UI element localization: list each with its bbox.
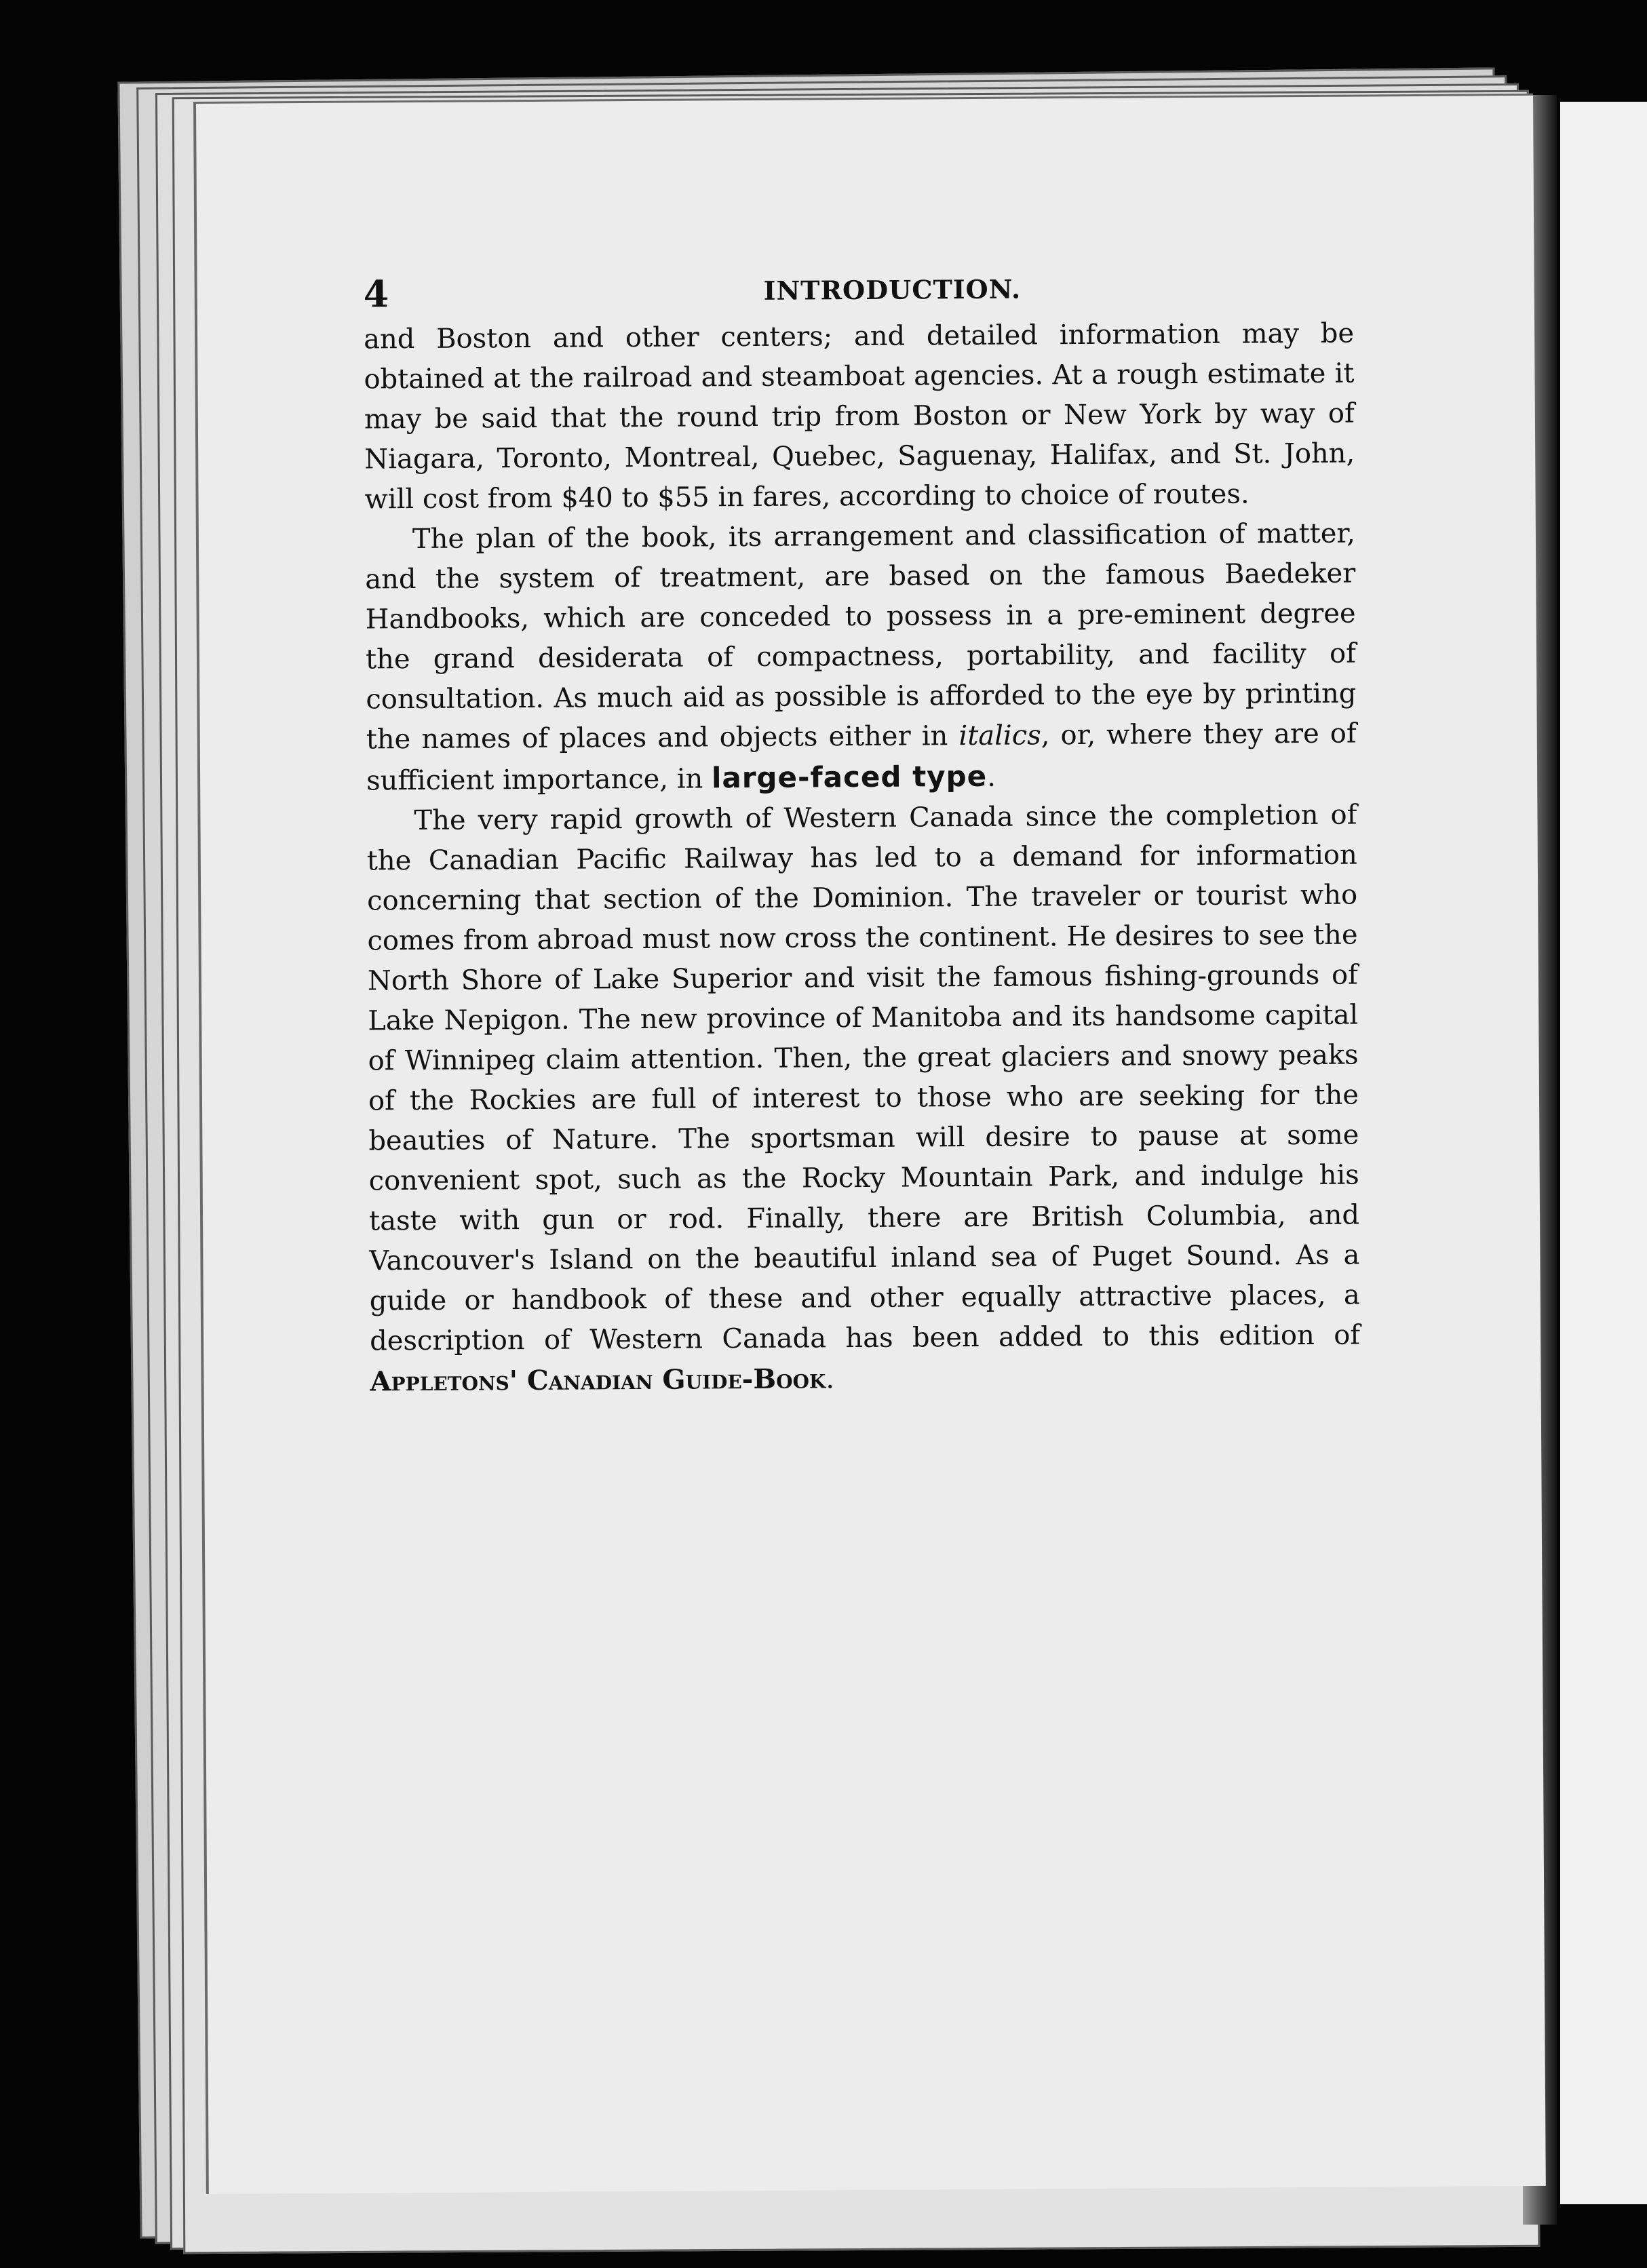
italic-term: italics bbox=[958, 720, 1041, 752]
paragraph-2-text-cont: , or, where they are of sufficient importance, in bbox=[366, 718, 1357, 797]
facing-page bbox=[1560, 102, 1647, 2204]
body-text bbox=[364, 314, 1361, 1403]
paragraph-1-text: and Boston and other centers; and detailed information may be obtained at the railroad and steamboat agencies. At a rough estimate it may be said that the round trip from Boston or New York by way of Niagara, Toronto, Montreal, Quebec, Saguenay, Halifax, and St. John, will cost from $40 to $55 in fares, according to choice of routes. bbox=[364, 317, 1355, 515]
paragraph-2-text: The plan of the book, its arrangement and classification of matter, and the system of treatment, are based on the famous Baedeker Handbooks, which are conceded to possess in a pre-eminent degree the grand desiderata of compactness, portability, and facility of consultation. As much aid as possible is afforded to the eye by printing the names of places and objects either in bbox=[365, 517, 1357, 756]
book-page bbox=[193, 94, 1546, 2194]
paragraph-1 bbox=[364, 314, 1355, 520]
paragraph-3-text: The very rapid growth of Western Canada since the completion of the Canadian Pacific Railway has led to a demand for information concerning that section of the Dominion. The traveler or tourist who comes from abroad must now cross the continent. He desires to see the North Shore of Lake Superior and visit the famous fishing-grounds of Lake Nepigon. The new province of Manitoba and its handsome capital of Winnipeg claim attention. Then, the great glaciers and snowy peaks of the Rockies are full of interest to those who are seeking for the beauties of Nature. The sportsman will desire to pause at some convenient spot, such as the Rocky Mountain Park, and indulge his taste with gun or rod. Finally, there are British Columbia, and Vancouver's Island on the beautiful inland sea of Puget Sound. As a guide or handbook of these and other equally attractive places, a description of Western Canada has been added to this edition of bbox=[366, 799, 1361, 1357]
running-head: INTRODUCTION. bbox=[763, 273, 1022, 306]
paragraph-3-end: . bbox=[826, 1363, 835, 1395]
paragraph-2-end: . bbox=[986, 761, 996, 793]
bold-term: large-faced type bbox=[711, 759, 988, 795]
paragraph-2 bbox=[365, 514, 1357, 802]
paragraph-3 bbox=[366, 796, 1360, 1403]
book-title: Appletons' Canadian Guide-Book bbox=[370, 1363, 826, 1398]
page-number: 4 bbox=[363, 272, 389, 316]
